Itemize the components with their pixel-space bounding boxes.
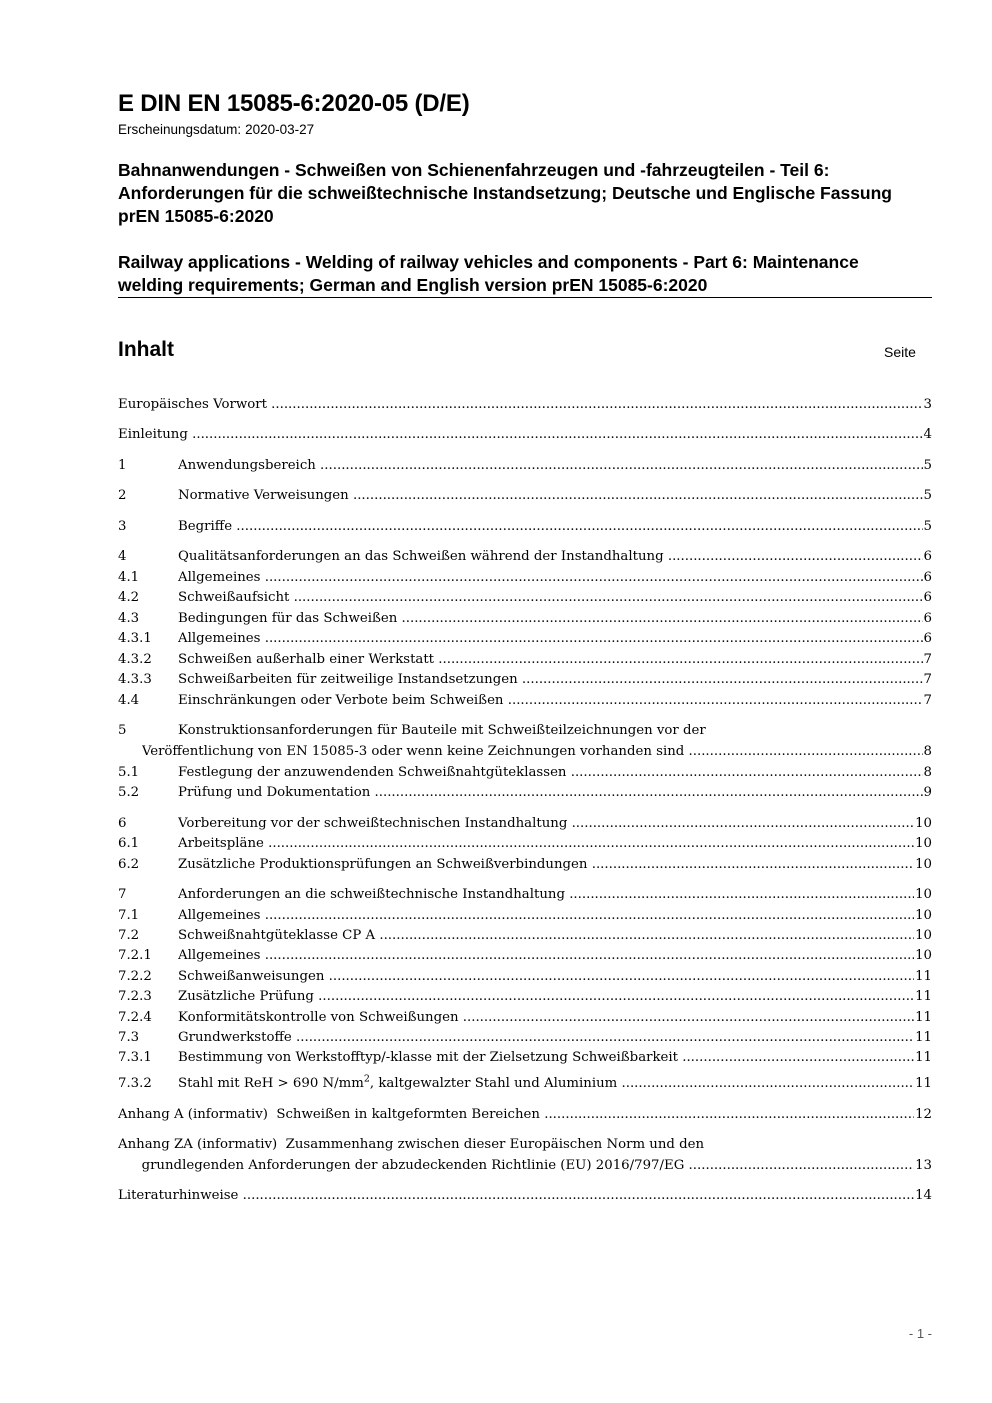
toc-entry-6[interactable] [118,814,932,834]
toc-entry-text: Zusätzliche Produktionsprüfungen an Schweißverbindungen ..... [178,855,914,875]
toc-entry-number: 4.3.2 [118,652,152,667]
toc-entry-number: 7.2.2 [118,969,152,984]
toc-entry-vorwort[interactable] [118,395,932,415]
toc-entry-7-2-3[interactable] [118,987,932,1007]
toc-entry-number: 4 [118,549,127,564]
toc-entry-page: 6 [923,549,932,564]
toc-entry-number: 7.2.4 [118,1010,152,1025]
toc-entry-5-2[interactable] [118,783,932,803]
toc-entry-text: Anforderungen an die schweißtechnische Instandhaltung ..... [178,885,914,905]
toc-entry-text: Allgemeines ..... [178,946,914,966]
toc-entry-page: 5 [923,519,932,534]
toc-entry-text: Schweißarbeiten für zeitweilige Instandsetzungen ..... [178,670,923,690]
toc-entry-5-1[interactable] [118,763,932,783]
toc-entry-text: Zusätzliche Prüfung ..... [178,987,914,1007]
toc-entry-text: Anwendungsbereich ..... [178,456,923,476]
toc-entry-page: 5 [923,488,932,503]
toc-entry-page: 11 [915,989,932,1004]
toc-entry-text: Normative Verweisungen ..... [178,486,923,506]
toc-entry-text: Schweißen außerhalb einer Werkstatt ..... [178,650,923,670]
toc-entry-page: 10 [915,948,932,963]
toc-entry-text: Schweißnahtgüteklasse CP A ..... [178,926,914,946]
title-german: Bahnanwendungen - Schweißen von Schienenfahrzeugen und -fahrzeugteilen - Teil 6: Anforderungen für die schweißtechnische Instandsetzung; Deutsche und Englische Fassung prEN 15085-6:2020 [118,160,892,226]
toc-entry-text: Allgemeines ..... [178,629,923,649]
toc-entry-number: 6 [118,816,127,831]
toc-entry-4-2[interactable] [118,588,932,608]
toc-entry-4-3-2[interactable] [118,650,932,670]
toc-entry-page: 7 [923,652,932,667]
toc-entry-text: Europäisches Vorwort ..... [118,395,923,415]
toc-entry-7-2[interactable] [118,926,932,946]
toc-entry-number: 3 [118,519,127,534]
toc-page-column-label: Seite [884,344,916,360]
toc-entry-4[interactable] [118,547,932,567]
toc-entry-number: 4.3 [118,611,140,626]
publication-date-label: Erscheinungsdatum: [118,122,242,137]
toc-entry-7-1[interactable] [118,906,932,926]
toc-entry-5[interactable] [118,721,932,762]
toc-entry-page: 9 [923,785,932,800]
toc-entry-6-2[interactable] [118,855,932,875]
toc-entry-7[interactable] [118,885,932,905]
toc-entry-text: Begriffe ..... [178,517,923,537]
toc-entry-page: 3 [923,397,932,412]
toc-entry-page: 10 [915,836,932,851]
publication-date-value: 2020-03-27 [245,122,315,137]
toc-entry-literatur[interactable] [118,1186,932,1206]
toc-entry-number: 7 [118,887,127,902]
toc-entry-text-pre: Stahl mit ReH > 690 N/mm [178,1076,364,1091]
toc-entry-page: 8 [923,765,932,780]
toc-entry-page: 13 [915,1157,932,1173]
toc-entry-page: 8 [923,743,932,759]
toc-entry-text-line2: grundlegenden Anforderungen der abzudeckenden Richtlinie (EU) 2016/797/EG ..... [142,1156,915,1177]
toc-entry-page: 12 [915,1107,932,1122]
toc-entry-page: 11 [915,1030,932,1045]
title-divider [118,297,932,298]
toc-entry-number: 2 [118,488,127,503]
toc-entry-number: 5.2 [118,785,140,800]
toc-entry-number: 7.2.1 [118,948,152,963]
toc-entry-text: Grundwerkstoffe ..... [178,1028,914,1048]
toc-entry-page: 7 [923,672,932,687]
toc-entry-text: Bedingungen für das Schweißen ..... [178,609,923,629]
toc-heading: Inhalt [118,338,174,361]
toc-entry-page: 10 [915,816,932,831]
toc-entry-text: Einschränkungen oder Verbote beim Schweißen ..... [178,691,923,711]
toc-entry-text-line1: Konstruktionsanforderungen für Bauteile mit Schweißteilzeichnungen vor der [178,723,706,738]
toc-entry-4-4[interactable] [118,691,932,711]
toc-entry-number: 5.1 [118,765,140,780]
toc-entry-number: 7.3.2 [118,1076,152,1091]
toc-entry-4-3-1[interactable] [118,629,932,649]
toc-entry-text [178,1074,914,1094]
toc-entry-annex-a[interactable] [118,1105,932,1125]
toc-entry-text: Schweißanweisungen ..... [178,967,914,987]
toc-entry-number: 4.3.1 [118,631,152,646]
toc-entry-number: 4.1 [118,570,140,585]
page-number: - 1 - [908,1326,932,1341]
toc-entry-text: Qualitätsanforderungen an das Schweißen während der Instandhaltung ..... [178,547,923,567]
toc-entry-number: 6.1 [118,836,140,851]
toc-entry-text: Vorbereitung vor der schweißtechnischen Instandhaltung ..... [178,814,914,834]
toc-entry-number: 4.3.3 [118,672,152,687]
toc-entry-7-2-1[interactable] [118,946,932,966]
toc-entry-page: 11 [915,969,932,984]
toc-entry-text: Literaturhinweise ..... [118,1186,914,1206]
toc-entry-text-post: , kaltgewalzter Stahl und Aluminium [369,1076,618,1091]
toc-entry-7-3-1[interactable] [118,1048,932,1068]
toc-entry-7-2-2[interactable] [118,967,932,987]
publication-date [118,122,314,137]
toc-entry-text: Bestimmung von Werkstofftyp/-klasse mit der Zielsetzung Schweißbarkeit ..... [178,1048,914,1068]
toc-entry-annex-za[interactable] [118,1135,932,1176]
toc-entry-page: 11 [915,1050,932,1065]
toc-entry-7-3-2[interactable] [118,1074,932,1094]
toc-entry-page: 7 [923,693,932,708]
title-english: Railway applications - Welding of railway vehicles and components - Part 6: Maintenance welding requirements; German and English version prEN 15085-6:2020 [118,252,859,295]
toc-entry-3[interactable] [118,517,932,537]
toc-entry-page: 14 [915,1188,932,1203]
toc-entry-text-line2: Veröffentlichung von EN 15085-3 oder wenn keine Zeichnungen vorhanden sind ..... [142,742,923,763]
toc-entry-text: Prüfung und Dokumentation ..... [178,783,923,803]
toc-entry-number: 4.2 [118,590,140,605]
toc-entry-page: 10 [915,887,932,902]
toc-entry-page: 10 [915,928,932,943]
toc-entry-text-line1: Anhang ZA (informativ) Zusammenhang zwischen dieser Europäischen Norm und den [118,1137,705,1152]
toc-entry-text: Arbeitspläne ..... [178,834,914,854]
toc-entry-einleitung[interactable] [118,425,932,445]
toc-entry-page: 6 [923,590,932,605]
toc-entry-7-2-4[interactable] [118,1008,932,1028]
toc-entry-page: 11 [915,1010,932,1025]
toc-entry-number: 7.2.3 [118,989,152,1004]
toc-entry-text-superscript: 2 [363,1074,370,1085]
toc-entry-text: Allgemeines ..... [178,568,923,588]
toc-entry-2[interactable] [118,486,932,506]
toc-entry-text: Anhang A (informativ) Schweißen in kaltgeformten Bereichen ..... [118,1105,914,1125]
toc-entry-1[interactable] [118,456,932,476]
toc-entry-7-3[interactable] [118,1028,932,1048]
toc-entry-number: 7.2 [118,928,140,943]
toc-entry-number: 7.1 [118,908,140,923]
toc-entry-text: Allgemeines ..... [178,906,914,926]
toc-entry-4-1[interactable] [118,568,932,588]
toc-entry-page: 10 [915,857,932,872]
toc-entry-text: Einleitung ..... [118,425,923,445]
toc-entry-number: 6.2 [118,857,140,872]
toc-entry-number: 7.3 [118,1030,140,1045]
toc-entry-page: 6 [923,631,932,646]
toc-entry-text: Festlegung der anzuwendenden Schweißnahtgüteklassen ..... [178,763,923,783]
toc-entry-number: 7.3.1 [118,1050,152,1065]
toc-entry-6-1[interactable] [118,834,932,854]
toc-entry-4-3[interactable] [118,609,932,629]
toc-entry-number: 4.4 [118,693,140,708]
standard-identifier: E DIN EN 15085-6:2020-05 (D/E) [118,90,470,117]
toc-entry-page: 5 [923,458,932,473]
toc-entry-text: Schweißaufsicht ..... [178,588,923,608]
toc-entry-page: 6 [923,611,932,626]
toc-entry-number: 1 [118,458,127,473]
toc-entry-page: 4 [923,427,932,442]
toc-entry-page: 10 [915,908,932,923]
toc-entry-page: 6 [923,570,932,585]
toc-entry-text: Konformitätskontrolle von Schweißungen ..... [178,1008,914,1028]
toc-entry-page: 11 [915,1076,932,1091]
toc-entry-number: 5 [118,723,127,738]
toc-entry-4-3-3[interactable] [118,670,932,690]
